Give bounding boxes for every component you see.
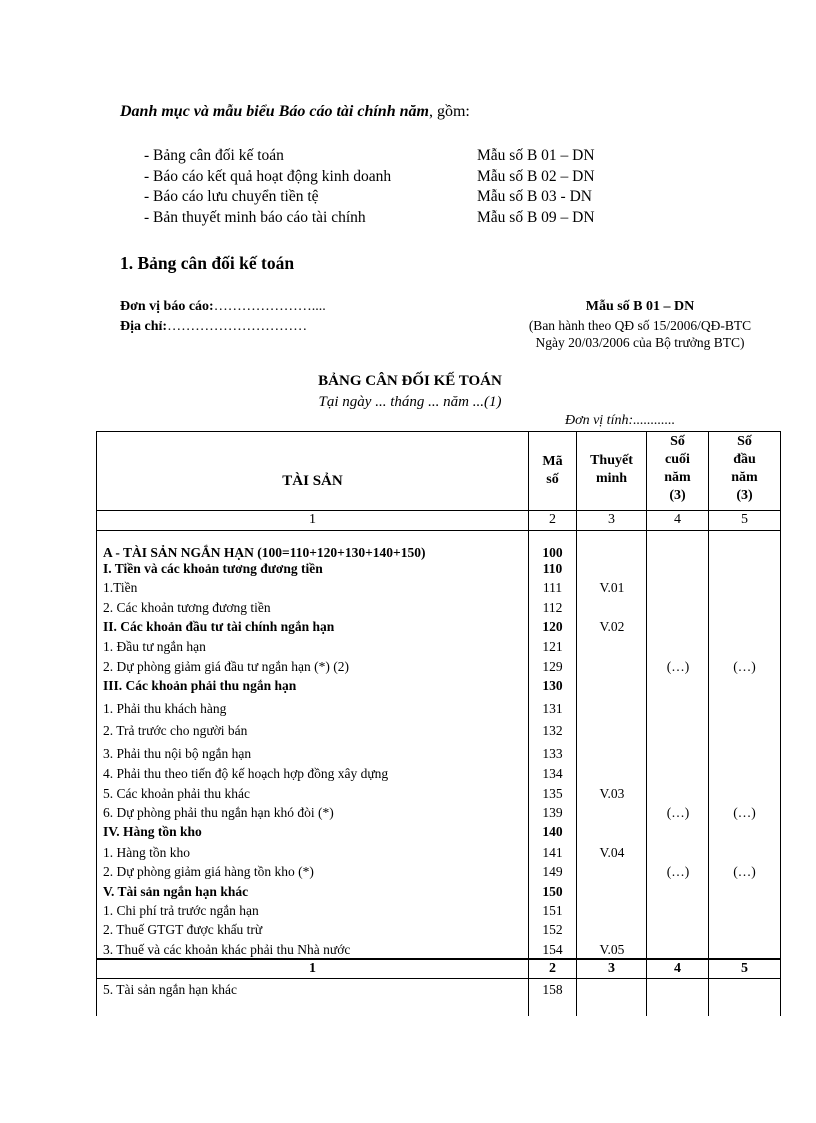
column-number: 1 — [309, 512, 316, 527]
header-begin-line: (3) — [736, 488, 753, 503]
row-note: V.01 — [599, 580, 625, 595]
header-end-line: cuối — [665, 452, 690, 467]
header-note — [577, 452, 646, 488]
address-label: Địa chỉ: — [120, 319, 168, 334]
reporting-unit-label: Đơn vị báo cáo: — [120, 299, 214, 314]
row-end-value: (…) — [666, 864, 690, 879]
report-list-code: Mẫu số B 03 - DN — [477, 188, 592, 205]
row-name: 5. Tài sản ngắn hạn khác — [103, 982, 237, 997]
document-subtitle: Tại ngày ... tháng ... năm ...(1) — [318, 394, 502, 410]
row-name: IV. Hàng tồn kho — [103, 824, 202, 839]
row-code: 129 — [542, 659, 563, 674]
unit-note: Đơn vị tính:............ — [565, 413, 676, 428]
report-list-code: Mẫu số B 09 – DN — [477, 209, 595, 226]
row-code: 130 — [542, 678, 563, 693]
column-number: 2 — [549, 961, 556, 976]
row-code: 141 — [542, 845, 563, 860]
report-list-item: - Báo cáo lưu chuyển tiền tệ — [144, 188, 319, 205]
row-code: 100 — [542, 545, 563, 560]
header-begin-year — [709, 433, 780, 505]
row-code: 150 — [542, 884, 563, 899]
row-name: 1. Chi phí trả trước ngắn hạn — [103, 903, 259, 918]
row-code: 139 — [542, 805, 563, 820]
row-code: 154 — [542, 942, 563, 957]
header-end-line: Số — [670, 434, 685, 449]
row-note: V.05 — [599, 942, 625, 957]
row-code: 132 — [542, 723, 563, 738]
row-name: 4. Phải thu theo tiến độ kế hoạch hợp đồng xây dựng — [103, 766, 389, 781]
row-name: V. Tài sản ngắn hạn khác — [103, 884, 249, 899]
row-code: 111 — [542, 580, 563, 595]
issued-line-2: Ngày 20/03/2006 của Bộ trưởng BTC) — [535, 335, 745, 350]
row-note: V.04 — [599, 845, 625, 860]
column-number: 2 — [549, 512, 556, 527]
row-note: V.03 — [599, 786, 625, 801]
header-note-line: Thuyết — [590, 453, 633, 468]
table-colnum-divider-2 — [96, 978, 781, 979]
header-begin-line: năm — [731, 470, 758, 485]
row-code: 151 — [542, 903, 563, 918]
row-name: 1.Tiền — [103, 580, 138, 595]
address-line — [120, 319, 307, 335]
column-number: 3 — [608, 961, 615, 976]
table-page-break-line — [96, 958, 781, 960]
report-list-code: Mẫu số B 01 – DN — [477, 147, 595, 164]
row-note: V.02 — [599, 619, 625, 634]
column-number: 5 — [741, 961, 748, 976]
row-code: 149 — [542, 864, 563, 879]
row-name: 2. Dự phòng giảm giá đầu tư ngắn hạn (*) (2) — [103, 659, 349, 674]
header-end-line: (3) — [669, 488, 686, 503]
row-name: I. Tiền và các khoản tương đương tiền — [103, 561, 323, 576]
intro-emphasis: Danh mục và mẫu biểu Báo cáo tài chính năm — [120, 103, 429, 120]
report-list-item: - Báo cáo kết quả hoạt động kinh doanh — [144, 168, 392, 185]
document-title: BẢNG CÂN ĐỐI KẾ TOÁN — [318, 373, 502, 389]
header-note-line: minh — [595, 471, 628, 486]
row-code: 135 — [542, 786, 563, 801]
intro-line — [120, 103, 470, 121]
column-number: 4 — [674, 961, 681, 976]
row-end-value: (…) — [666, 805, 690, 820]
row-name: 1. Hàng tồn kho — [103, 845, 190, 860]
column-number: 1 — [309, 961, 316, 976]
row-begin-value: (…) — [733, 805, 756, 820]
row-name: 3. Phải thu nội bộ ngắn hạn — [103, 746, 252, 761]
header-code-line: số — [546, 472, 559, 487]
row-code: 121 — [542, 639, 563, 654]
section-title: 1. Bảng cân đối kế toán — [120, 253, 295, 273]
row-end-value: (…) — [666, 659, 690, 674]
header-end-year — [647, 433, 708, 505]
row-name: 1. Đầu tư ngắn hạn — [103, 639, 206, 654]
header-asset: TÀI SẢN — [282, 473, 343, 489]
row-code: 120 — [542, 619, 563, 634]
row-name: 2. Dự phòng giảm giá hàng tồn kho (*) — [103, 864, 314, 879]
row-name: II. Các khoản đầu tư tài chính ngắn hạn — [103, 619, 335, 634]
header-code-line: Mã — [542, 454, 563, 469]
row-begin-value: (…) — [733, 659, 756, 674]
table-colnum-divider — [96, 530, 781, 531]
header-code — [529, 453, 576, 489]
header-begin-line: đầu — [733, 452, 756, 467]
report-list-item: - Bảng cân đối kế toán — [144, 147, 284, 164]
report-list-item: - Bản thuyết minh báo cáo tài chính — [144, 209, 366, 226]
row-code: 131 — [542, 701, 563, 716]
row-code: 110 — [542, 561, 563, 576]
issued-line-1: (Ban hành theo QĐ số 15/2006/QĐ-BTC — [528, 318, 752, 333]
header-begin-line: Số — [737, 434, 752, 449]
row-name: 2. Trả trước cho người bán — [103, 723, 248, 738]
row-name: 6. Dự phòng phải thu ngắn hạn khó đòi (*) — [103, 805, 334, 820]
reporting-unit-dots: ………………….... — [213, 299, 326, 314]
table-border-top — [96, 431, 781, 432]
row-code: 134 — [542, 766, 563, 781]
row-name: 5. Các khoản phải thu khác — [103, 786, 250, 801]
column-number: 5 — [741, 512, 748, 527]
row-name: 3. Thuế và các khoản khác phải thu Nhà nước — [103, 942, 351, 957]
table-border-right — [780, 431, 781, 1016]
row-name: A - TÀI SẢN NGẮN HẠN (100=110+120+130+140+150) — [103, 545, 426, 560]
report-list-code: Mẫu số B 02 – DN — [477, 168, 595, 185]
column-number: 3 — [608, 512, 615, 527]
row-code: 158 — [542, 982, 563, 997]
row-name: 1. Phải thu khách hàng — [103, 701, 227, 716]
row-begin-value: (…) — [733, 864, 756, 879]
row-code: 140 — [542, 824, 563, 839]
row-name: 2. Các khoản tương đương tiền — [103, 600, 271, 615]
intro-rest: , gồm: — [428, 103, 470, 120]
row-code: 152 — [542, 922, 563, 937]
header-end-line: năm — [664, 470, 691, 485]
table-header-divider — [96, 510, 781, 511]
row-code: 133 — [542, 746, 563, 761]
row-code: 112 — [542, 600, 563, 615]
row-name: 2. Thuế GTGT được khấu trừ — [103, 922, 263, 937]
reporting-unit-line — [120, 299, 326, 315]
row-name: III. Các khoản phải thu ngắn hạn — [103, 678, 297, 693]
address-dots: ………………………… — [167, 319, 308, 334]
form-code: Mẫu số B 01 – DN — [585, 299, 695, 314]
column-number: 4 — [674, 512, 681, 527]
